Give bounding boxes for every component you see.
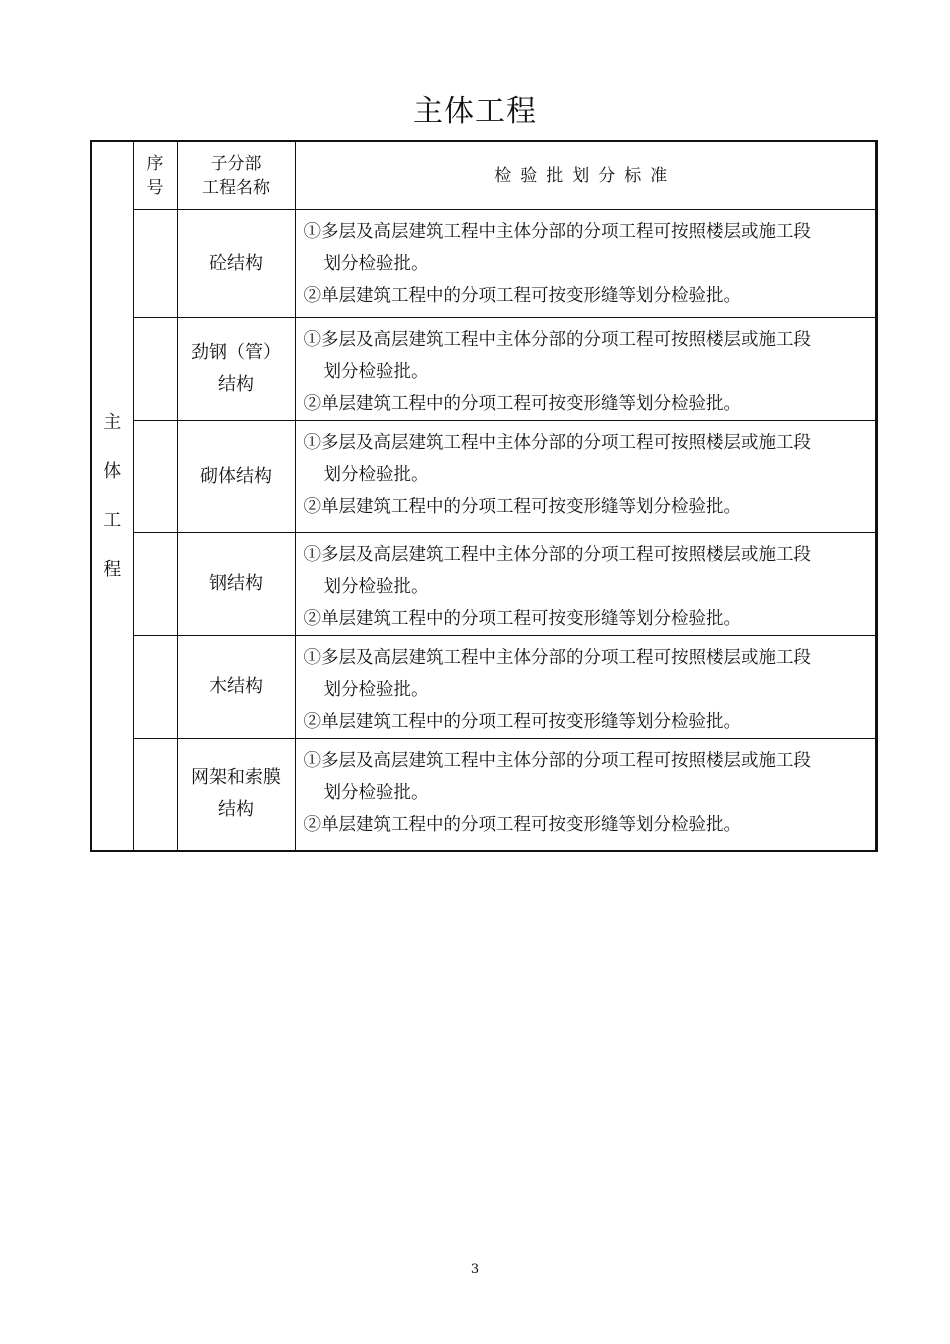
page-title: 主体工程: [413, 94, 537, 129]
standard-cell: ①多层及高层建筑工程中主体分部的分项工程可按照楼层或施工段 划分检验批。 ②单层建筑工程中的分项工程可按变形缝等划分检验批。: [295, 210, 877, 318]
table-row: [91, 533, 877, 636]
standard-cell: ①多层及高层建筑工程中主体分部的分项工程可按照楼层或施工段 划分检验批。 ②单层建筑工程中的分项工程可按变形缝等划分检验批。: [295, 636, 877, 739]
standard-cell: ①多层及高层建筑工程中主体分部的分项工程可按照楼层或施工段 划分检验批。 ②单层建筑工程中的分项工程可按变形缝等划分检验批。: [295, 739, 877, 851]
header-standard: 检验批划分标准: [295, 141, 877, 210]
seq-cell: [133, 210, 177, 318]
inspection-batch-table: [90, 140, 878, 852]
sub-division-name: 网架和索膜 结构: [177, 739, 295, 851]
division-cell: [91, 141, 133, 851]
standard-cell: ①多层及高层建筑工程中主体分部的分项工程可按照楼层或施工段 划分检验批。 ②单层建筑工程中的分项工程可按变形缝等划分检验批。: [295, 533, 877, 636]
standard-cell: ①多层及高层建筑工程中主体分部的分项工程可按照楼层或施工段 划分检验批。 ②单层建筑工程中的分项工程可按变形缝等划分检验批。: [295, 318, 877, 421]
seq-cell: [133, 533, 177, 636]
table-row: [91, 210, 877, 318]
sub-division-name: 砌体结构: [177, 421, 295, 533]
table-row: [91, 421, 877, 533]
standard-cell: ①多层及高层建筑工程中主体分部的分项工程可按照楼层或施工段 划分检验批。 ②单层建筑工程中的分项工程可按变形缝等划分检验批。: [295, 421, 877, 533]
table-row: [91, 739, 877, 851]
division-char: 体: [103, 460, 122, 482]
seq-cell: [133, 739, 177, 851]
page-number: 3: [470, 1262, 480, 1277]
table-row: [91, 318, 877, 421]
seq-cell: [133, 636, 177, 739]
division-char: 主: [103, 411, 122, 433]
header-name: 子分部 工程名称: [177, 141, 295, 210]
sub-division-name: 木结构: [177, 636, 295, 739]
sub-division-name: 砼结构: [177, 210, 295, 318]
table-row: [91, 636, 877, 739]
sub-division-name: 劲钢（管） 结构: [177, 318, 295, 421]
seq-cell: [133, 318, 177, 421]
division-char: 程: [103, 558, 122, 580]
sub-division-name: 钢结构: [177, 533, 295, 636]
header-seq: 序 号: [133, 141, 177, 210]
seq-cell: [133, 421, 177, 533]
division-char: 工: [103, 509, 122, 531]
